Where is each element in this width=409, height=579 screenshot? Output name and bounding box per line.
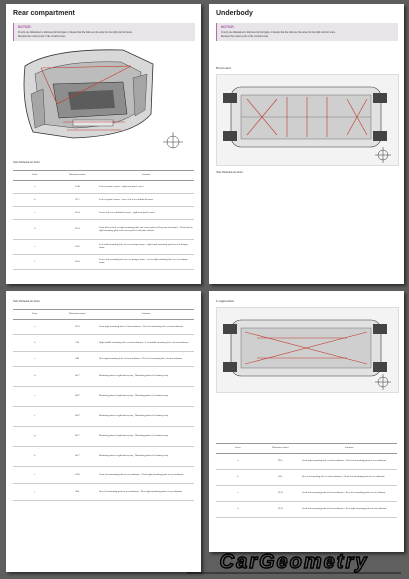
cell-letter: c — [13, 352, 56, 367]
cell-dimension: 904 — [56, 484, 98, 501]
cell-dimension: 1417 — [56, 427, 98, 447]
cell-dimension: 1317 — [56, 194, 98, 207]
table-row — [13, 447, 194, 467]
cell-dimension: 3232 — [259, 486, 301, 502]
cell-location: Front left mounting point of rear subframe - Front right mounting point of rear subframe — [98, 467, 194, 484]
cell-location: Mounting point of right battery tray - Mounting point of left battery tray — [98, 407, 194, 427]
notice-title: NOTICE: — [18, 25, 32, 29]
rear-compartment-figure — [13, 44, 194, 149]
cell-dimension: 848 — [56, 352, 98, 367]
dimensions-table — [216, 443, 397, 518]
cell-location: Front left mounting point of front subframe - Rear left mounting point of rear subframe — [301, 486, 397, 502]
cell-dimension: 1417 — [56, 447, 98, 467]
col-header: Dimension (mm) — [56, 310, 98, 320]
cell-dimension: 1497 — [56, 387, 98, 407]
section-label: Longitudinal — [216, 299, 235, 303]
table-row — [13, 255, 194, 270]
cell-location: Mounting point of right battery tray - Mounting point of left battery tray — [98, 367, 194, 387]
cell-dimension: 1041 — [56, 255, 98, 270]
page-underbody — [209, 4, 404, 284]
notice-title: NOTICE: — [221, 25, 235, 29]
cell-letter: h — [13, 447, 56, 467]
table-row — [216, 454, 397, 470]
page-rear-compartment — [6, 4, 201, 284]
col-header: Letter — [216, 444, 259, 454]
cell-letter: c — [216, 486, 259, 502]
table-row — [13, 194, 194, 207]
cell-dimension: 1811 — [259, 470, 301, 486]
cell-location: Mounting point of right battery tray - Mounting point of left battery tray — [98, 387, 194, 407]
logo-text: CarGeometry — [219, 551, 369, 573]
table-row — [13, 335, 194, 352]
cell-dimension: 2556 — [56, 220, 98, 240]
table-label: Side Dimensions Data — [216, 170, 243, 174]
cell-dimension: 1514 — [56, 207, 98, 220]
page-title: Underbody — [216, 10, 253, 17]
col-header: Location — [98, 310, 194, 320]
table-row — [216, 502, 397, 518]
cell-dimension: 3232 — [259, 502, 301, 518]
cell-letter: f — [13, 407, 56, 427]
cell-location: Rear left mounting hole of front subframe - Front left mounting point of rear subframe — [301, 470, 397, 486]
cell-letter: f — [13, 255, 56, 270]
table-row — [216, 470, 397, 486]
cell-location: Right middle mounting hole of front subframe - Left middle mounting hole of front subframe — [98, 335, 194, 352]
cell-location: Rear left mounting point of rear subframe - Rear right mounting point of rear subframe — [98, 484, 194, 501]
cargeometry-logo — [185, 548, 403, 576]
page-title: Rear compartment — [13, 10, 75, 17]
cell-location: Left roof panel corner - right roof panel corner — [98, 181, 194, 194]
cell-location: Mounting point of right battery tray - Mounting point of left battery tray — [98, 427, 194, 447]
col-header: Dimension (mm) — [259, 444, 301, 454]
cell-location: Lower left mounting hole for rear bumper frame - lower right mounting hole for rear bumper frame — [98, 255, 194, 270]
cell-letter: d — [216, 502, 259, 518]
col-header: Location — [98, 171, 194, 181]
table-row — [13, 467, 194, 484]
dimensions-table — [13, 309, 194, 501]
cell-location: Front left mounting point of front subframe - Rear right mounting point of rear subframe — [301, 502, 397, 518]
table-row — [13, 407, 194, 427]
table-label: Side Dimensions Data — [13, 160, 40, 164]
cell-location: Lower left rear windshield corner - right roof panel corner — [98, 207, 194, 220]
cell-dimension: 1417 — [56, 367, 98, 387]
cell-letter: c — [13, 207, 56, 220]
table-row — [216, 486, 397, 502]
col-header: Dimension (mm) — [56, 171, 98, 181]
notice-line: If only one dimension is indicated in the figure, it means that the dims are the same for the right and left sides. — [221, 31, 336, 34]
cell-letter: g — [13, 427, 56, 447]
cell-location: Left roof panel corner - lower left rear windshield corner — [98, 194, 194, 207]
col-header: Letter — [13, 171, 56, 181]
cell-letter: e — [13, 240, 56, 255]
cell-location: Mounting point of right battery tray - Mounting point of left battery tray — [98, 447, 194, 467]
cell-letter: i — [13, 467, 56, 484]
notice-line: Measure the center point of the circular holes. — [18, 35, 66, 38]
notice-box — [216, 23, 398, 41]
table-row — [13, 181, 194, 194]
cell-letter: a — [216, 454, 259, 470]
table-row — [13, 387, 194, 407]
col-header: Location — [301, 444, 397, 454]
table-row — [13, 484, 194, 501]
cell-dimension: 1100 — [56, 467, 98, 484]
col-header: Letter — [13, 310, 56, 320]
notice-box — [13, 23, 195, 41]
dimensions-table — [13, 170, 194, 270]
table-row — [13, 367, 194, 387]
table-label: Side Dimensions Data — [13, 299, 40, 303]
cell-letter: b — [13, 335, 56, 352]
table-row — [13, 427, 194, 447]
cell-letter: a — [13, 320, 56, 335]
cell-dimension: 1103 — [56, 240, 98, 255]
table-row — [13, 320, 194, 335]
table-row — [13, 352, 194, 367]
cell-letter: d — [13, 220, 56, 240]
cell-letter: j — [13, 484, 56, 501]
cell-letter: d — [13, 367, 56, 387]
cell-letter: b — [216, 470, 259, 486]
cell-letter: b — [13, 194, 56, 207]
cell-dimension: 1148 — [56, 181, 98, 194]
cell-dimension: 1522 — [56, 320, 98, 335]
underbody-horizontal-figure — [216, 74, 399, 166]
cell-dimension: 914 — [56, 335, 98, 352]
table-row — [13, 220, 194, 240]
notice-line: Measure the center point of the circular holes. — [221, 35, 269, 38]
underbody-longitudinal-figure — [216, 307, 399, 393]
cell-dimension: 1497 — [56, 407, 98, 427]
cell-letter: e — [13, 387, 56, 407]
page-longitudinal — [209, 291, 404, 552]
cell-dimension: 2912 — [259, 454, 301, 470]
table-row — [13, 240, 194, 255]
cell-location: Rear right mounting hole of front subframe - Rear left mounting hole of front subframe — [98, 352, 194, 367]
table-row — [13, 207, 194, 220]
cell-letter: a — [13, 181, 56, 194]
cell-location: Front bolt-on hole of right mounting plate and center point of floor part of channel - Front bolt-on right mounting plate and center point of rail plate channel — [98, 220, 194, 240]
page-underbody-table — [6, 291, 201, 572]
cell-location: Left small mounting hole for rear bumper frame - right small mounting point for rear bumper frame — [98, 240, 194, 255]
notice-line: If only one dimension is indicated in the figure, it means that the dims are the same for the right and left sides. — [18, 31, 133, 34]
cell-location: Front right mounting hole of front subframe - Rear left mounting point of rear subframe — [301, 454, 397, 470]
section-label: Horizontal — [216, 66, 231, 70]
cell-location: Front right mounting hole of front subframe - Rear left mounting hole of front subframe — [98, 320, 194, 335]
